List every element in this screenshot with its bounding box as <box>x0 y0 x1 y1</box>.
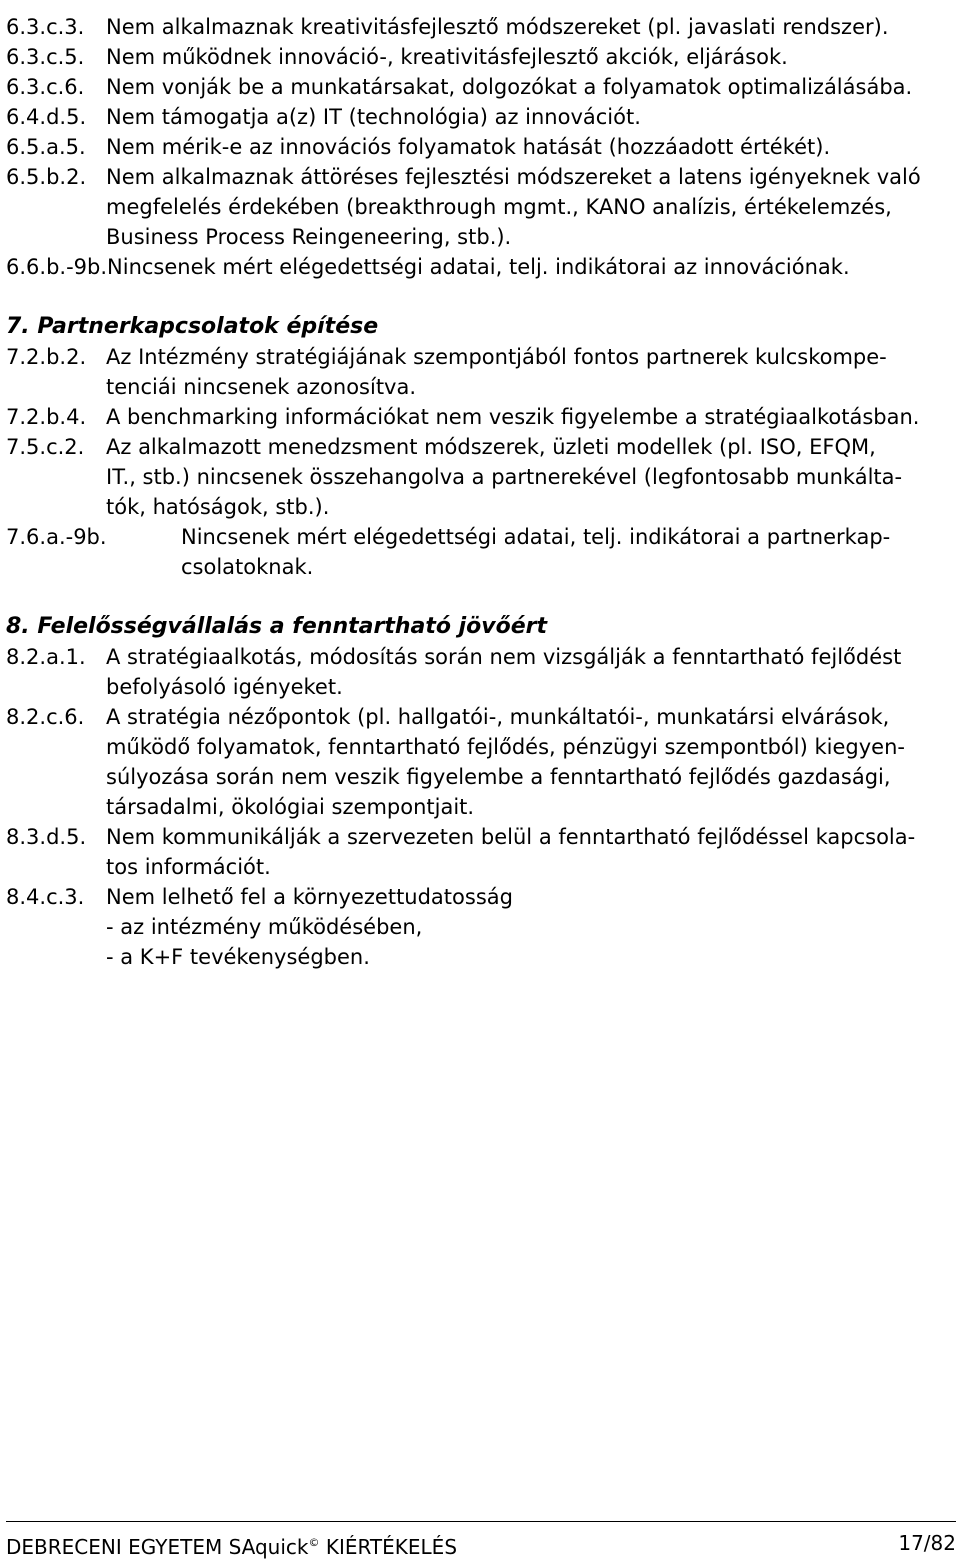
list-item <box>6 342 956 402</box>
section-6-items <box>6 12 956 282</box>
item-number: 7.2.b.4. <box>6 405 87 429</box>
list-item <box>6 822 956 882</box>
list-item <box>6 882 956 972</box>
list-item <box>6 252 956 282</box>
item-text-line: IT., stb.) nincsenek összehangolva a partnerekével (legfontosabb munkálta- <box>106 465 903 489</box>
section-7-items <box>6 342 956 582</box>
item-text <box>106 822 956 882</box>
footer-org: DEBRECENI EGYETEM SAquick <box>6 1535 309 1559</box>
list-item <box>6 102 956 132</box>
list-item <box>6 642 956 702</box>
item-text <box>106 342 956 402</box>
item-text-line: Nincsenek mért elégedettségi adatai, telj. indikátorai a partnerkap- <box>181 525 891 549</box>
item-text-line: Nem támogatja a(z) IT (technológia) az innovációt. <box>106 105 641 129</box>
item-text <box>106 882 956 972</box>
document-body <box>6 12 956 972</box>
item-text-line: Business Process Reingeneering, stb.). <box>106 225 512 249</box>
item-number: 6.3.c.5. <box>6 45 85 69</box>
item-text-line: A stratégiaalkotás, módosítás során nem vizsgálják a fenntartható fejlődést <box>106 645 902 669</box>
item-number: 6.4.d.5. <box>6 105 87 129</box>
item-number: 8.4.c.3. <box>6 885 85 909</box>
item-text-line: Az alkalmazott menedzsment módszerek, üzleti modellek (pl. ISO, EFQM, <box>106 435 876 459</box>
page-footer <box>6 1521 956 1560</box>
footer-left <box>6 1530 457 1560</box>
item-text <box>181 522 956 582</box>
item-text-line: tos információt. <box>106 855 271 879</box>
item-number: 8.3.d.5. <box>6 825 87 849</box>
list-item <box>6 12 956 42</box>
item-number: 6.5.a.5. <box>6 135 86 159</box>
item-number: 6.5.b.2. <box>6 165 87 189</box>
item-text-line: A stratégia nézőpontok (pl. hallgatói-, munkáltatói-, munkatársi elvárások, <box>106 705 890 729</box>
item-text-line: csolatoknak. <box>181 555 314 579</box>
item-text-line: Nem lelhető fel a környezettudatosság <box>106 885 513 909</box>
item-text-line: Nem vonják be a munkatársakat, dolgozókat a folyamatok optimalizálásába. <box>106 75 913 99</box>
item-number: 6.3.c.6. <box>6 75 85 99</box>
list-item <box>6 702 956 822</box>
item-text-line: működő folyamatok, fenntartható fejlődés, pénzügyi szempontból) kiegyen- <box>106 735 905 759</box>
item-text-line: tók, hatóságok, stb.). <box>106 495 330 519</box>
item-text <box>106 12 956 42</box>
item-text <box>106 102 956 132</box>
item-text <box>106 642 956 702</box>
copyright-mark: © <box>308 1536 320 1549</box>
item-text-line: tenciái nincsenek azonosítva. <box>106 375 417 399</box>
section-8-items <box>6 642 956 972</box>
list-item <box>6 42 956 72</box>
item-text <box>106 162 956 252</box>
item-number: 7.5.c.2. <box>6 435 85 459</box>
item-number: 6.3.c.3. <box>6 15 85 39</box>
item-text-line: Nem működnek innováció-, kreativitásfejlesztő akciók, eljárások. <box>106 45 788 69</box>
item-number: 7.2.b.2. <box>6 345 87 369</box>
page-number: 17/82 <box>898 1531 956 1555</box>
list-item <box>6 72 956 102</box>
item-text <box>106 72 956 102</box>
footer-doc-type: KIÉRTÉKELÉS <box>325 1535 458 1559</box>
item-text <box>106 432 956 522</box>
item-text-line: súlyozása során nem veszik figyelembe a fenntartható fejlődés gazdasági, <box>106 765 891 789</box>
item-text <box>107 252 956 282</box>
list-item <box>6 432 956 522</box>
item-text-line: Nem kommunikálják a szervezeten belül a fenntartható fejlődéssel kapcsola- <box>106 825 916 849</box>
item-text-line: A benchmarking információkat nem veszik figyelembe a stratégiaalkotásban. <box>106 405 920 429</box>
item-text-line: - a K+F tevékenységben. <box>106 945 370 969</box>
item-text-line: Az Intézmény stratégiájának szempontjából fontos partnerek kulcskompe- <box>106 345 887 369</box>
item-text <box>106 702 956 822</box>
item-text <box>106 42 956 72</box>
list-item <box>6 522 956 582</box>
list-item <box>6 162 956 252</box>
item-text-line: Nem mérik-e az innovációs folyamatok hatását (hozzáadott értékét). <box>106 135 831 159</box>
list-item <box>6 132 956 162</box>
item-text-line: - az intézmény működésében, <box>106 915 423 939</box>
item-number: 8.2.c.6. <box>6 705 85 729</box>
section-7-title: 7. Partnerkapcsolatok építése <box>6 314 379 339</box>
item-text-line: befolyásoló igényeket. <box>106 675 343 699</box>
item-text-line: Nem alkalmaznak áttöréses fejlesztési módszereket a latens igényeknek való <box>106 165 921 189</box>
item-text-line: Nem alkalmaznak kreativitásfejlesztő módszereket (pl. javaslati rendszer). <box>106 15 889 39</box>
item-number: 6.6.b.-9b. <box>6 255 108 279</box>
list-item <box>6 402 956 432</box>
item-number: 7.6.a.-9b. <box>6 525 107 549</box>
item-text-line: Nincsenek mért elégedettségi adatai, telj. indikátorai az innovációnak. <box>107 255 850 279</box>
section-8-title: 8. Felelősségvállalás a fenntartható jövőért <box>6 614 548 639</box>
item-text <box>106 132 956 162</box>
item-text-line: megfelelés érdekében (breakthrough mgmt., KANO analízis, értékelemzés, <box>106 195 892 219</box>
item-text <box>106 402 956 432</box>
item-text-line: társadalmi, ökológiai szempontjait. <box>106 795 475 819</box>
item-number: 8.2.a.1. <box>6 645 86 669</box>
